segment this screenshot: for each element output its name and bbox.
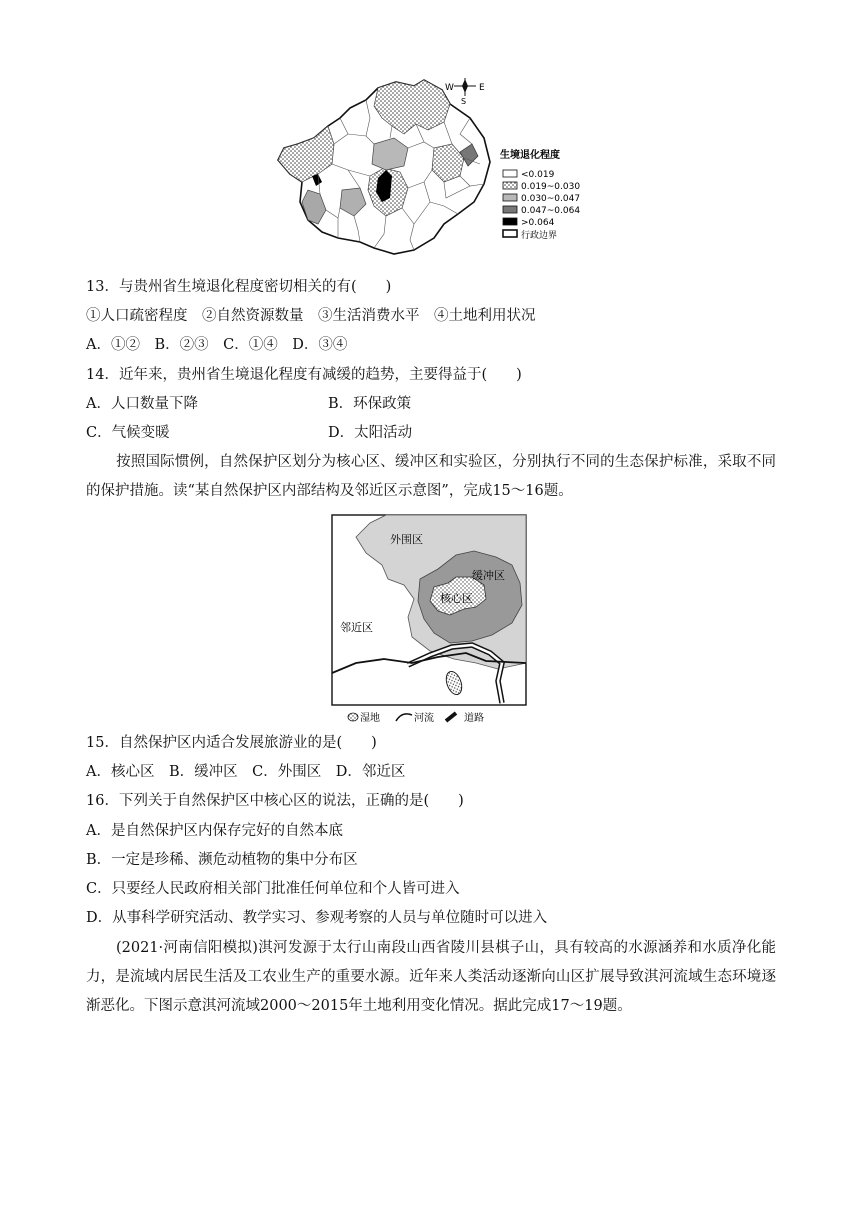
q15-stem: 15．自然保护区内适合发展旅游业的是( )	[86, 735, 377, 751]
map-legend	[500, 148, 580, 241]
q16-option-c: C．只要经人民政府相关部门批准任何单位和个人皆可进入	[86, 881, 460, 897]
svg-text:湿地: 湿地	[360, 713, 380, 724]
svg-text:S: S	[461, 97, 467, 106]
q14-option-b: B．环保政策	[328, 396, 412, 412]
svg-text:核心区: 核心区	[440, 592, 473, 605]
q16-stem: 16．下列关于自然保护区中核心区的说法，正确的是( )	[86, 793, 464, 809]
q14-option-a: A．人口数量下降	[86, 396, 198, 412]
svg-text:0.047~0.064: 0.047~0.064	[521, 206, 581, 216]
compass-icon	[445, 78, 485, 106]
svg-text:<0.019: <0.019	[521, 170, 555, 180]
q13-stem: 13．与贵州省生境退化程度密切相关的有( )	[86, 279, 392, 295]
svg-text:邻近区: 邻近区	[340, 621, 373, 634]
q16-option-b: B．一定是珍稀、濒危动植物的集中分布区	[86, 852, 358, 868]
svg-text:0.019~0.030: 0.019~0.030	[521, 182, 581, 192]
svg-text:外围区: 外围区	[390, 533, 423, 546]
q16-option-a: A．是自然保护区内保存完好的自然本底	[86, 823, 343, 839]
q16-option-d: D．从事科学研究活动、教学实习、参观考察的人员与单位随时可以进入	[86, 910, 548, 926]
svg-text:道路: 道路	[464, 713, 484, 724]
q13-items: ①人口疏密程度 ②自然资源数量 ③生活消费水平 ④土地利用状况	[86, 308, 536, 324]
svg-text:缓冲区: 缓冲区	[472, 569, 505, 582]
svg-text:河流: 河流	[414, 713, 434, 724]
reserve-map	[326, 513, 536, 725]
intro-17-19: (2021·河南信阳模拟)淇河发源于太行山南段山西省陵川县棋子山，具有较高的水源涵养和水质净化能力，是流域内居民生活及工农业生产的重要水源。近年来人类活动逐渐向山区扩展导致淇河流域生态环境逐渐恶化。下图示意淇河流域2000～2015年土地利用变化情况。据此完成17～19题。	[86, 940, 776, 1014]
svg-text:E: E	[479, 83, 485, 93]
q14-option-d: D．太阳活动	[328, 425, 413, 441]
svg-text:>0.064: >0.064	[521, 218, 555, 228]
q14-stem: 14．近年来，贵州省生境退化程度有减缓的趋势，主要得益于( )	[86, 367, 522, 383]
q14-option-c: C．气候变暖	[86, 425, 170, 441]
intro-15-16: 按照国际惯例，自然保护区划分为核心区、缓冲区和实验区，分别执行不同的生态保护标准，采取不同的保护措施。读“某自然保护区内部结构及邻近区示意图”，完成15～16题。	[86, 454, 776, 499]
guizhou-map	[274, 78, 594, 264]
svg-text:行政边界: 行政边界	[521, 231, 558, 241]
svg-text:0.030~0.047: 0.030~0.047	[521, 194, 581, 204]
q15-options: A．核心区 B．缓冲区 C．外围区 D．邻近区	[86, 764, 406, 780]
q13-options: A．①② B．②③ C．①④ D．③④	[86, 337, 348, 353]
svg-text:W: W	[445, 83, 454, 93]
reserve-legend	[348, 711, 484, 724]
svg-text:生境退化程度: 生境退化程度	[500, 150, 560, 161]
